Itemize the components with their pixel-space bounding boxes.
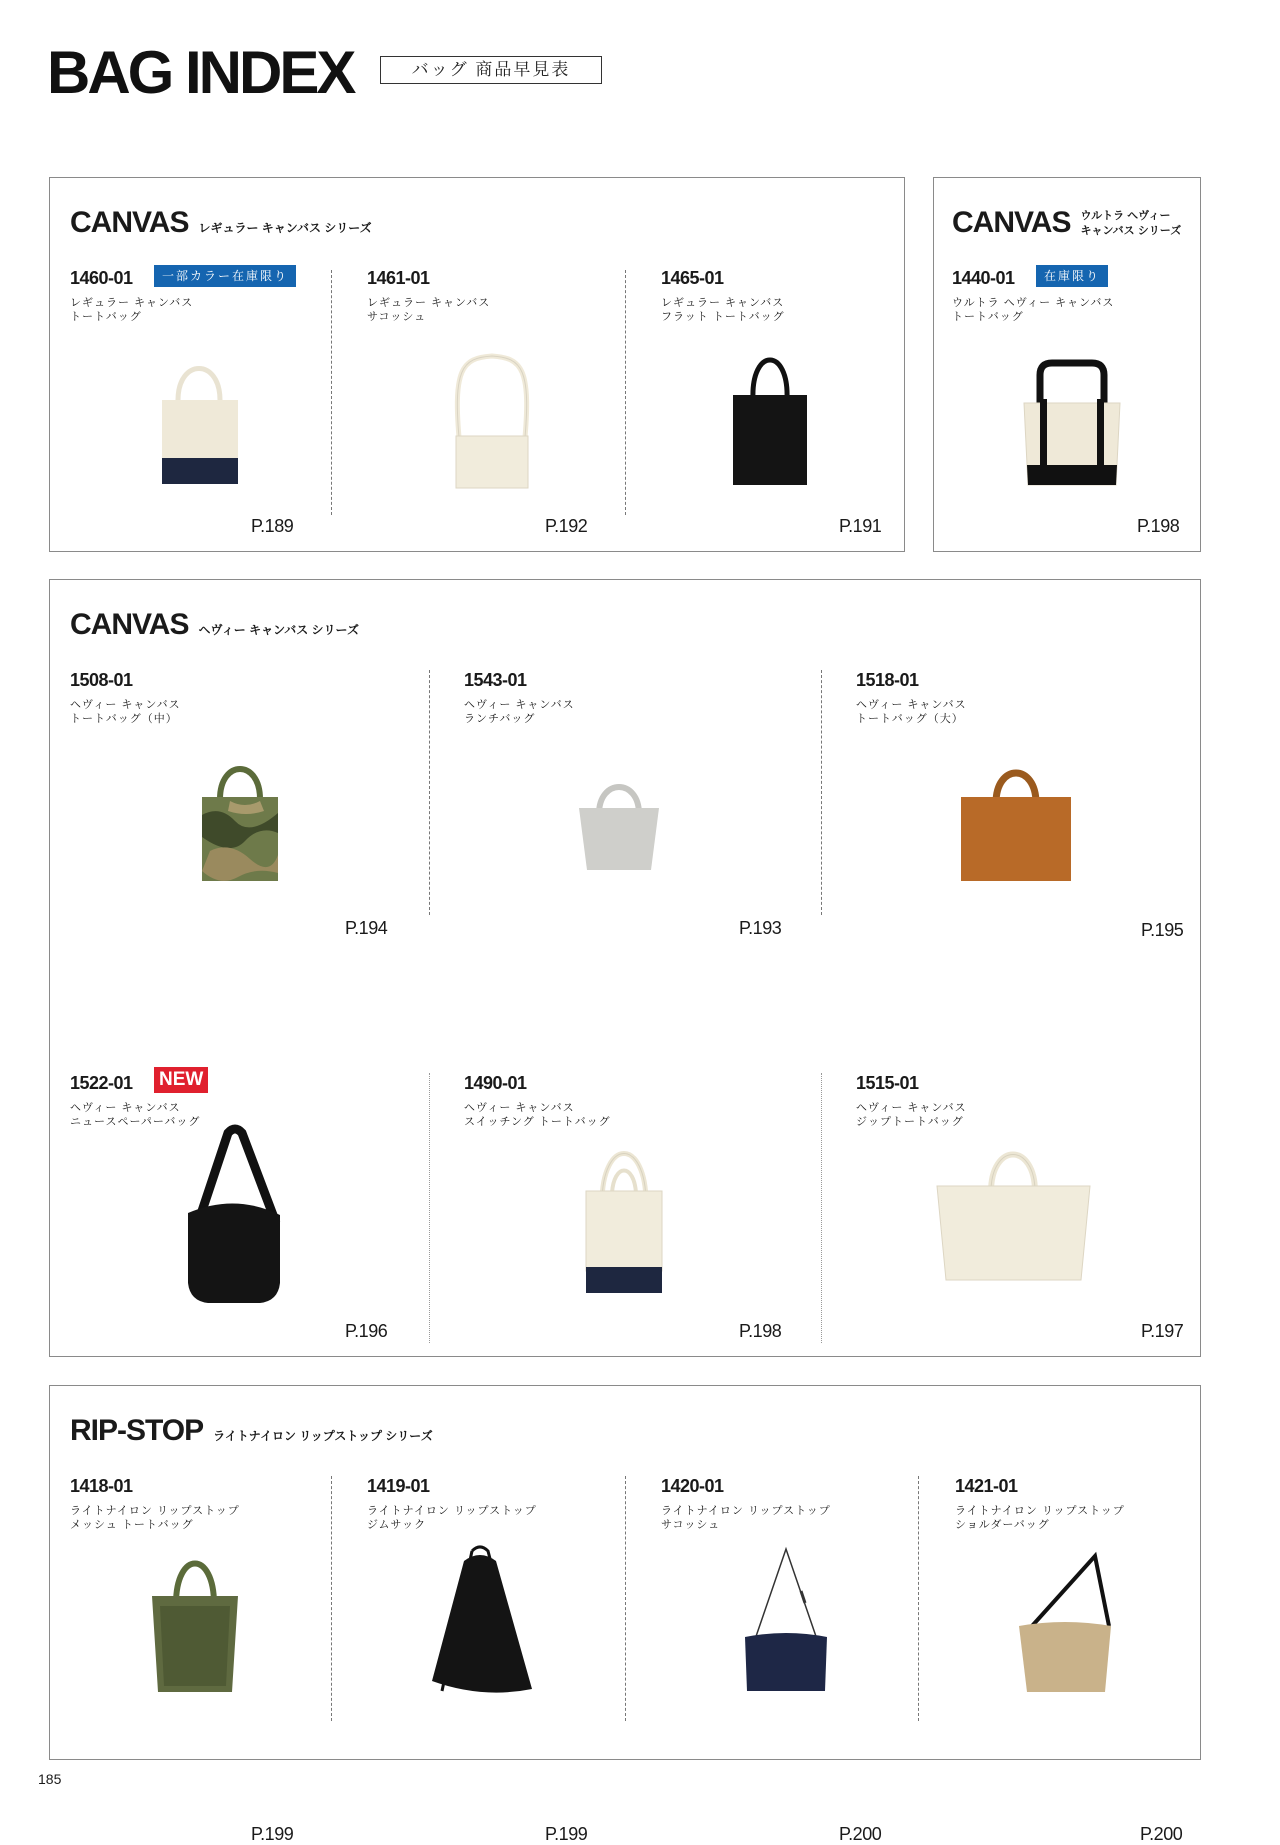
divider [429,670,430,915]
sacoche-natural-bag-icon [442,348,542,498]
product-desc-line2: サコッシュ [367,311,427,323]
camo-tote-bag-icon [190,755,290,885]
product-item[interactable] [70,1476,320,1844]
brown-tote-bag-icon [951,755,1081,885]
product-code: 1490-01 [464,1073,527,1093]
product-code: 1518-01 [856,670,919,690]
product-item[interactable] [464,1073,794,1343]
product-desc [955,1504,1125,1532]
product-desc-line2: トートバッグ [70,311,142,323]
product-code: 1420-01 [661,1476,724,1496]
divider [331,1476,332,1721]
flat-tote-black-bag-icon [721,343,821,493]
page-ref: P.196 [345,1321,388,1341]
product-item[interactable] [661,268,901,538]
divider [918,1476,919,1721]
product-desc-line1: ヘヴィー キャンバス [856,1102,967,1114]
page-ref: P.194 [345,918,388,938]
page-ref: P.200 [1140,1824,1183,1844]
section-series [1080,209,1181,239]
section-header [70,1414,433,1448]
product-code: 1465-01 [661,268,724,288]
product-desc [367,1504,537,1532]
section-series-line2: キャンバス シリーズ [1080,225,1182,237]
product-item[interactable] [464,670,794,940]
boat-tote-bag-icon [1012,353,1132,493]
page-ref: P.195 [1141,920,1184,940]
switching-tote-bag-icon [574,1133,674,1298]
page-ref: P.191 [839,516,882,536]
product-desc [661,1504,831,1532]
product-desc-line2: トートバッグ（中） [70,713,178,725]
product-item[interactable] [661,1476,911,1844]
product-code: 1543-01 [464,670,527,690]
product-item[interactable] [856,1073,1196,1343]
product-desc-line2: ニュースペーパーバッグ [70,1116,201,1128]
section-header [70,608,359,642]
product-item[interactable] [367,268,617,538]
divider [331,270,332,515]
page-subtitle: バッグ 商品早見表 [380,56,602,84]
product-desc-line2: ショルダーバッグ [955,1519,1050,1531]
divider [429,1073,430,1343]
page-number: 185 [38,1771,62,1787]
product-item[interactable] [367,1476,617,1844]
page-ref: P.199 [251,1824,294,1844]
product-desc [464,1101,611,1129]
section-header [952,206,1181,240]
product-desc-line1: レギュラー キャンバス [661,297,785,309]
section-header [70,206,372,240]
product-desc-line2: サコッシュ [661,1519,721,1531]
product-desc-line2: メッシュ トートバッグ [70,1519,194,1531]
product-desc-line2: トートバッグ [952,311,1024,323]
section-canvas-regular [49,177,905,552]
section-name: CANVAS [70,206,189,239]
product-item[interactable] [70,670,400,940]
stock-badge: 在庫限り [1036,265,1108,287]
product-desc-line2: フラット トートバッグ [661,311,785,323]
page-ref: P.198 [1137,516,1180,536]
product-item[interactable] [955,1476,1195,1844]
product-desc [70,296,193,324]
section-series-line1: ウルトラ ヘヴィー [1080,210,1171,222]
product-desc-line2: スイッチング トートバッグ [464,1116,611,1128]
product-code: 1515-01 [856,1073,919,1093]
shoulder-bag-icon [1005,1546,1125,1696]
section-series: ライトナイロン リップストップ シリーズ [213,1429,433,1443]
product-desc [952,296,1114,324]
page-title: BAG INDEX [47,39,354,106]
section-canvas-ultra-heavy [933,177,1201,552]
product-desc-line1: レギュラー キャンバス [70,297,194,309]
section-series: レギュラー キャンバス シリーズ [198,221,372,235]
product-desc-line1: レギュラー キャンバス [367,297,491,309]
section-name: CANVAS [70,608,189,641]
gym-sack-bag-icon [422,1541,542,1701]
product-desc-line2: ジムサック [367,1519,427,1531]
product-desc-line1: ヘヴィー キャンバス [70,699,181,711]
product-desc [367,296,490,324]
section-series: ヘヴィー キャンバス シリーズ [198,623,359,637]
product-code: 1440-01 [952,268,1015,288]
lunch-bag-icon [569,770,669,880]
product-desc [856,1101,967,1129]
page-ref: P.197 [1141,1321,1184,1341]
product-code: 1421-01 [955,1476,1018,1496]
page-ref: P.200 [839,1824,882,1844]
stock-badge: 一部カラー在庫限り [154,265,296,287]
product-code: 1419-01 [367,1476,430,1496]
product-desc-line1: ライトナイロン リップストップ [367,1505,537,1517]
product-desc [856,698,967,726]
page-ref: P.199 [545,1824,588,1844]
page-ref: P.198 [739,1321,782,1341]
newspaper-bag-icon [180,1123,290,1308]
product-code: 1418-01 [70,1476,133,1496]
product-desc-line1: ヘヴィー キャンバス [464,699,575,711]
divider [821,1073,822,1343]
product-desc-line1: ライトナイロン リップストップ [955,1505,1125,1517]
product-code: 1508-01 [70,670,133,690]
product-desc [464,698,575,726]
divider [625,1476,626,1721]
product-desc-line2: ランチバッグ [464,713,536,725]
page-ref: P.189 [251,516,294,536]
navy-sacoche-bag-icon [731,1541,841,1701]
product-desc [661,296,785,324]
tote-natural-navy-bag-icon [150,348,250,488]
product-item[interactable] [70,268,320,538]
product-code: 1522-01 [70,1073,133,1093]
page-ref: P.192 [545,516,588,536]
product-desc-line1: ヘヴィー キャンバス [70,1102,181,1114]
product-code: 1461-01 [367,268,430,288]
product-item[interactable] [952,268,1192,538]
product-desc [70,1504,240,1532]
zip-tote-bag-icon [931,1138,1096,1288]
section-name: RIP-STOP [70,1414,204,1447]
new-badge: NEW [154,1067,208,1093]
product-item[interactable] [856,670,1196,940]
mesh-tote-bag-icon [140,1546,250,1696]
divider [821,670,822,915]
product-desc-line2: トートバッグ（大） [856,713,964,725]
section-name: CANVAS [952,206,1071,239]
divider [625,270,626,515]
product-desc-line1: ライトナイロン リップストップ [70,1505,240,1517]
product-desc-line2: ジップトートバッグ [856,1116,964,1128]
product-desc-line1: ヘヴィー キャンバス [856,699,967,711]
section-canvas-heavy [49,579,1201,1357]
product-desc-line1: ライトナイロン リップストップ [661,1505,831,1517]
product-item[interactable] [70,1069,400,1343]
page-ref: P.193 [739,918,782,938]
product-desc [70,698,181,726]
product-desc-line1: ウルトラ ヘヴィー キャンバス [952,297,1115,309]
product-desc-line1: ヘヴィー キャンバス [464,1102,575,1114]
product-code: 1460-01 [70,268,133,288]
